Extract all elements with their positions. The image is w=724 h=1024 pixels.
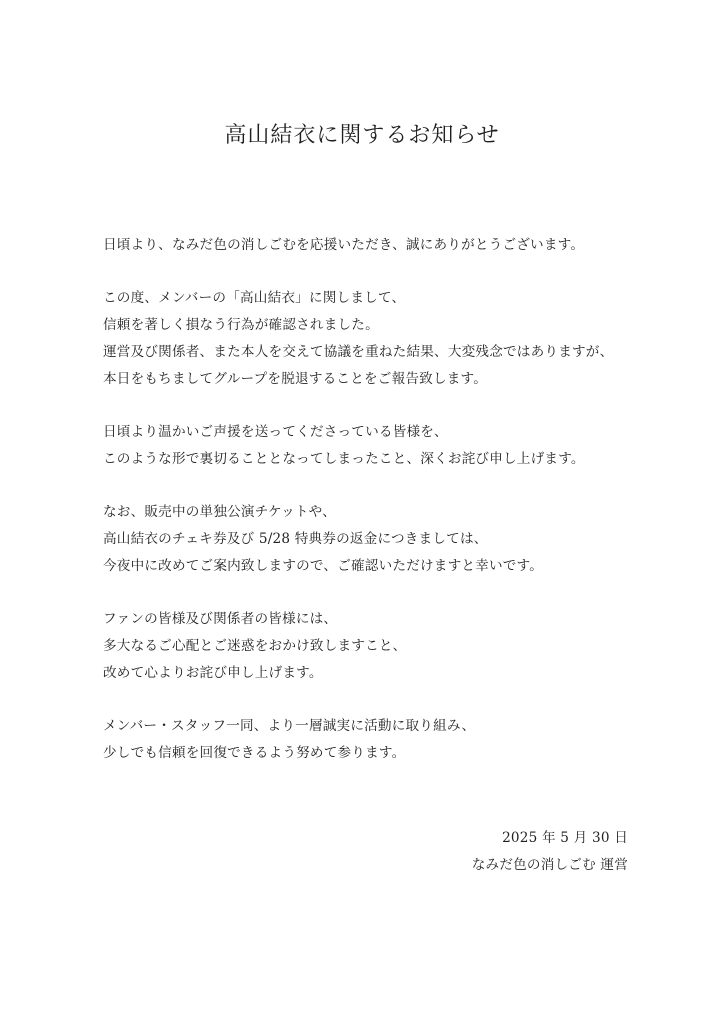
paragraph-concern — [103, 606, 663, 687]
paragraph-line: この度、メンバーの「高山結衣」に関しまして、 — [103, 290, 406, 306]
paragraph-line: メンバー・スタッフ一同、より一層誠実に活動に取り組み、 — [103, 718, 476, 734]
paragraph-line: 少しでも信頼を回復できるよう努めて参ります。 — [103, 745, 406, 761]
document-body — [103, 232, 663, 793]
paragraph-line: ファンの皆様及び関係者の皆様には、 — [103, 611, 338, 627]
document-title: 高山結衣に関するお知らせ — [224, 123, 500, 148]
paragraph-line: 運営及び関係者、また本人を交えて協議を重ねた結果、大変残念ではありますが、 — [103, 344, 614, 360]
paragraph-line: 今夜中に改めてご案内致しますので、ご確認いただけますと幸いです。 — [103, 558, 544, 574]
paragraph-line: 多大なるご心配とご迷惑をおかけ致しますこと、 — [103, 638, 407, 654]
paragraph-line: なお、販売中の単独公演チケットや、 — [103, 504, 336, 520]
paragraph-greeting — [103, 232, 663, 259]
paragraph-line: 本日をもちましてグループを脱退することをご報告致します。 — [103, 371, 488, 387]
paragraph-line: 日頃より、なみだ色の消しごむを応援いただき、誠にありがとうございます。 — [103, 237, 585, 253]
paragraph-line: 日頃より温かいご声援を送ってくださっている皆様を、 — [103, 424, 448, 440]
paragraph-apology — [103, 419, 663, 473]
paragraph-announcement — [103, 285, 663, 393]
paragraph-commitment — [103, 713, 663, 767]
signature-organization: なみだ色の消しごむ 運営 — [471, 857, 628, 873]
signature-block — [472, 825, 628, 879]
paragraph-line: 改めて心よりお詫び申し上げます。 — [103, 665, 323, 681]
paragraph-line: 信頼を著しく損なう行為が確認されました。 — [103, 317, 379, 333]
paragraph-line: 高山結衣のチェキ券及び 5/28 特典券の返金につきましては、 — [103, 531, 488, 547]
paragraph-refund — [103, 499, 663, 580]
paragraph-line: このような形で裏切ることとなってしまったこと、深くお詫び申し上げます。 — [103, 451, 585, 467]
signature-date: 2025 年 5 月 30 日 — [502, 830, 628, 846]
